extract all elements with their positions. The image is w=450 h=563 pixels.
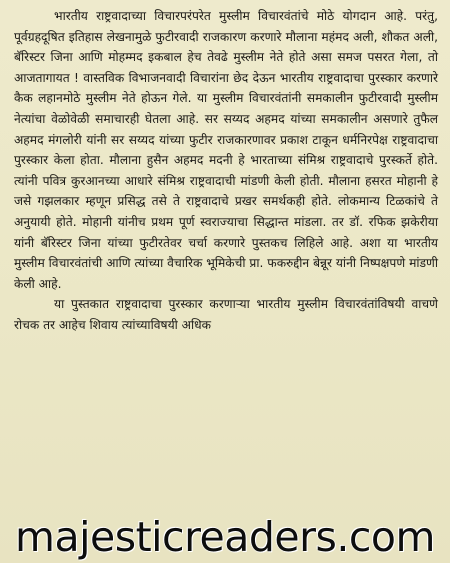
body-text (14, 6, 438, 336)
watermark-logo: majesticreaders.com (15, 512, 435, 561)
paragraph-1: भारतीय राष्ट्रवादाच्या विचारपरंपरेत मुस्लीम विचारवंतांचे मोठे योगदान आहे. परंतु, पूर्वग्रहदूषित इतिहास लेखनामुळे फुटीरवादी राजकारण करणारे मौलाना महंमद अली, शौकत अली, बॅरिस्टर जिना आणि मोहम्मद इकबाल हेच तेवढे मुस्लीम नेते होते असा समज पसरत गेला, तो आजतागायत ! वास्तविक विभाजनवादी विचारांना छेद देऊन भारतीय राष्ट्रवादाचा पुरस्कार करणारे कैक लहानमोठे मुस्लीम नेते होऊन गेले. या मुस्लीम विचारवंतांनी समकालीन फुटीरवादी मुस्लीम नेत्यांचा वेळोवेळी समाचारही घेतला आहे. सर सय्यद अहमद यांच्या समकालीन असणारे तुफैल अहमद मंगलोरी यांनी सर सय्यद यांच्या फुटीर राजकारणावर प्रकाश टाकून धर्मनिरपेक्ष राष्ट्रवादाचा पुरस्कार केला होता. मौलाना हुसैन अहमद मदनी हे भारताच्या संमिश्र राष्ट्रवादाचे पुरस्कर्ते होते. त्यांनी पवित्र कुरआनच्या आधारे संमिश्र राष्ट्रवादाची मांडणी केली होती. मौलाना हसरत मोहानी हे जसे गझलकार म्हणून प्रसिद्ध तसे ते राष्ट्रवादाचे प्रखर समर्थकही होते. लोकमान्य टिळकांचे ते अनुयायी होते. मोहानी यांनीच प्रथम पूर्ण स्वराज्याचा सिद्धान्त मांडला. तर डॉ. रफिक झकेरीया यांनी बॅरिस्टर जिना यांच्या फुटीरतेवर चर्चा करणारे पुस्तकच लिहिले आहे. अशा या भारतीय मुस्लीम विचारवंतांची आणि त्यांच्या वैचारिक भूमिकेची प्रा. फकरुद्दीन बेन्नूर यांनी निष्पक्षपणे मांडणी केली आहे. (14, 9, 438, 291)
paragraph-2: या पुस्तकात राष्ट्रवादाचा पुरस्कार करणाऱ्या भारतीय मुस्लीम विचारवंतांविषयी वाचणे रोचक तर आहेच शिवाय त्यांच्याविषयी अधिक (14, 297, 438, 332)
